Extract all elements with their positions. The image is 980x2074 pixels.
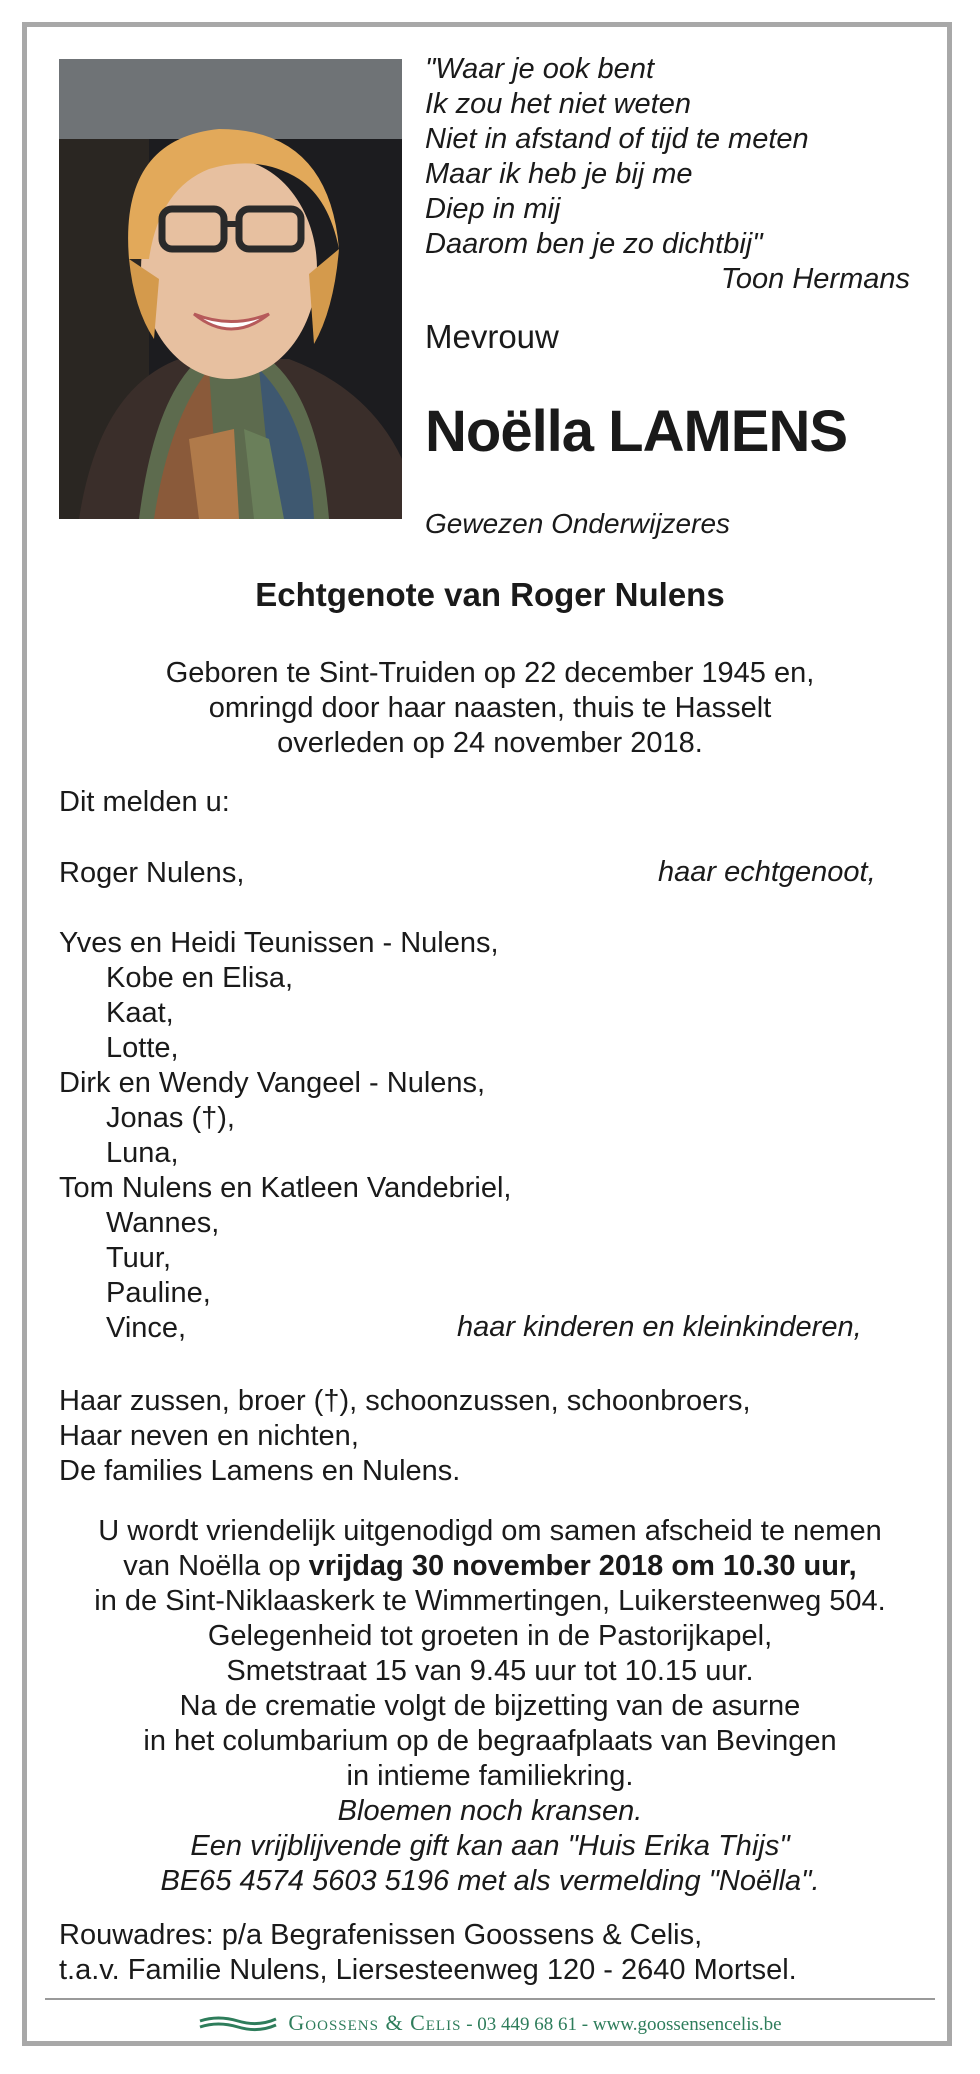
invitation-line: Smetstraat 15 van 9.45 uur tot 10.15 uur.	[226, 1655, 754, 1687]
child-family-entry: Yves en Heidi Teunissen - Nulens,	[59, 927, 499, 959]
funeral-home-footer	[0, 2010, 980, 2039]
child-family-entry: Dirk en Wendy Vangeel - Nulens,	[59, 1067, 486, 1099]
flowers-note: Bloemen noch kransen.	[337, 1795, 643, 1827]
invitation-line: Gelegenheid tot groeten in de Pastorijkapel,	[207, 1620, 773, 1652]
grandchild-entry: Kobe en Elisa,	[106, 962, 294, 994]
footer-divider	[45, 1998, 935, 2000]
relatives-line: De families Lamens en Nulens.	[59, 1455, 461, 1487]
deceased-occupation: Gewezen Onderwijzeres	[425, 508, 731, 539]
invitation-line: U wordt vriendelijk uitgenodigd om samen afscheid te nemen	[98, 1515, 882, 1547]
children-relation: haar kinderen en kleinkinderen,	[457, 1311, 862, 1343]
poem	[425, 52, 920, 297]
relatives-line: Haar neven en nichten,	[59, 1420, 359, 1452]
deceased-title: Mevrouw	[425, 318, 559, 355]
birth-line: overleden op 24 november 2018.	[277, 727, 703, 759]
spouse-relation: haar echtgenoot,	[658, 856, 876, 888]
funeral-home-contact: - 03 449 68 61 - www.goossensencelis.be	[461, 2014, 782, 2035]
deceased-name: Noëlla LAMENS	[425, 399, 848, 464]
birth-line: Geboren te Sint-Truiden op 22 december 1945 en,	[165, 657, 815, 689]
invitation-text: van Noëlla op	[123, 1550, 309, 1582]
poem-line: Ik zou het niet weten	[425, 88, 691, 120]
address-line: Rouwadres: p/a Begrafenissen Goossens & Celis,	[59, 1919, 703, 1951]
address-line: t.a.v. Familie Nulens, Liersesteenweg 120 - 2640 Mortsel.	[59, 1954, 797, 1986]
relatives-line: Haar zussen, broer (†), schoonzussen, schoonbroers,	[59, 1385, 751, 1417]
invitation-line	[0, 1549, 980, 1584]
bank-account: BE65 4574 5603 5196 met als vermelding "Noëlla".	[160, 1865, 820, 1897]
birth-line: omringd door haar naasten, thuis te Hasselt	[208, 692, 772, 724]
portrait-photo	[59, 59, 402, 519]
grandchild-entry: Luna,	[106, 1137, 179, 1169]
child-family-entry: Tom Nulens en Katleen Vandebriel,	[59, 1172, 512, 1204]
poem-line: Maar ik heb je bij me	[425, 158, 693, 190]
grandchild-entry: Pauline,	[106, 1277, 211, 1309]
grandchild-entry: Tuur,	[106, 1242, 172, 1274]
funeral-home-name: Goossens & Celis	[288, 2010, 462, 2035]
birth-death-info	[0, 656, 980, 761]
invitation-line: Na de crematie volgt de bijzetting van de asurne	[179, 1690, 801, 1722]
spouse-heading: Echtgenote van Roger Nulens	[255, 576, 725, 613]
grandchild-entry: Wannes,	[106, 1207, 220, 1239]
ceremony-datetime: vrijdag 30 november 2018 om 10.30 uur,	[308, 1550, 857, 1582]
invitation-line: in de Sint-Niklaaskerk te Wimmertingen, Luikersteenweg 504.	[94, 1585, 886, 1617]
grandchild-entry: Jonas (†),	[106, 1102, 235, 1134]
spouse-name: Roger Nulens,	[59, 857, 245, 889]
mourning-address	[59, 1918, 797, 1988]
grandchild-entry: Kaat,	[106, 997, 174, 1029]
other-relatives	[59, 1384, 899, 1489]
children-list	[59, 926, 899, 1346]
poem-line: Daarom ben je zo dichtbij"	[425, 228, 763, 260]
poem-author: Toon Hermans	[720, 263, 910, 295]
gift-note: Een vrijblijvende gift kan aan "Huis Erika Thijs"	[190, 1830, 790, 1862]
announcement-intro: Dit melden u:	[59, 786, 230, 818]
grandchild-entry: Lotte,	[106, 1032, 179, 1064]
invitation	[0, 1514, 980, 1899]
grandchild-entry: Vince,	[106, 1312, 187, 1344]
wave-logo-icon	[198, 2013, 278, 2039]
poem-line: "Waar je ook bent	[425, 53, 654, 85]
poem-line: Niet in afstand of tijd te meten	[425, 123, 809, 155]
poem-line: Diep in mij	[425, 193, 561, 225]
invitation-line: in intieme familiekring.	[346, 1760, 634, 1792]
invitation-line: in het columbarium op de begraafplaats van Bevingen	[143, 1725, 837, 1757]
